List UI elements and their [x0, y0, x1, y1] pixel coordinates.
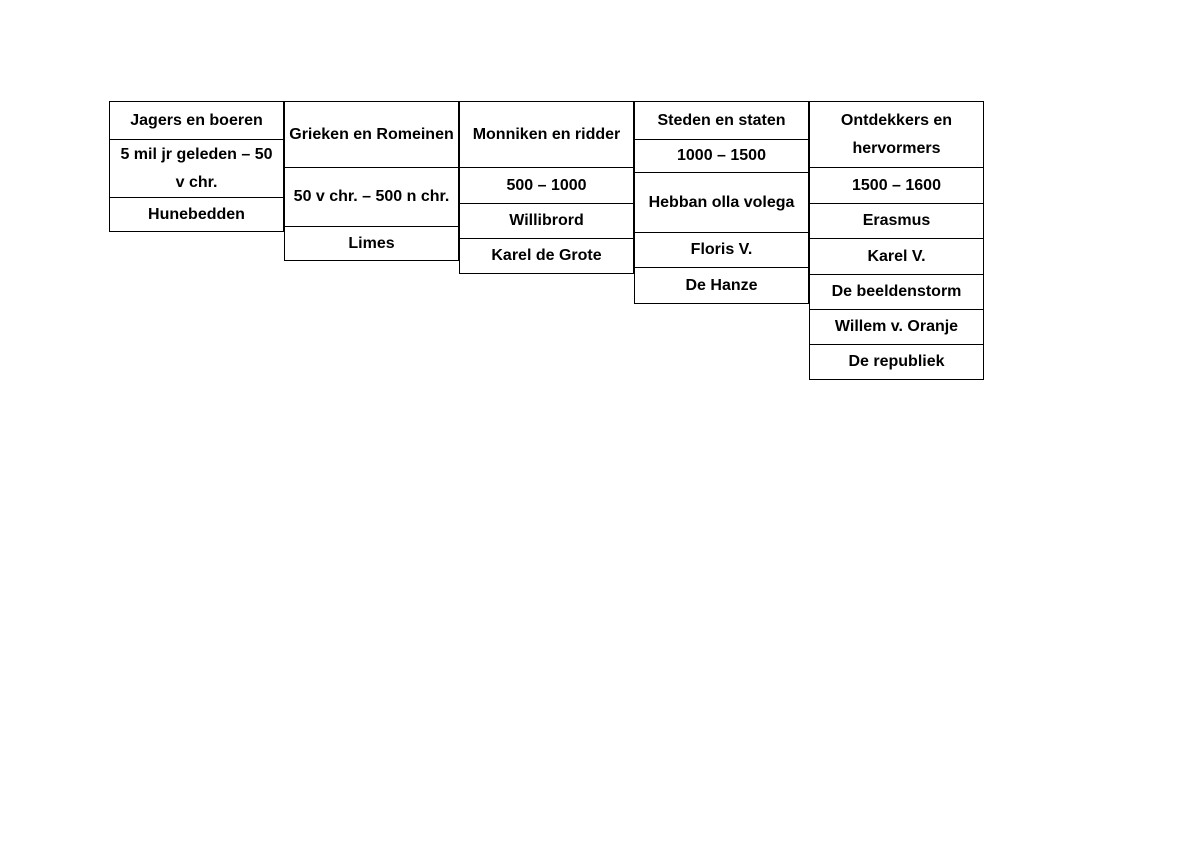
table-cell: Willibrord	[459, 203, 634, 239]
column-header: Ontdekkers en hervormers	[809, 101, 984, 168]
column-grieken-en-romeinen	[284, 101, 459, 261]
column-steden-en-staten	[634, 101, 809, 304]
table-cell: 500 – 1000	[459, 167, 634, 204]
table-cell: De Hanze	[634, 267, 809, 304]
table-cell: 5 mil jr geleden – 50 v chr.	[109, 139, 284, 198]
table-cell: De beeldenstorm	[809, 274, 984, 310]
table-cell: Karel de Grote	[459, 238, 634, 274]
table-cell: 1500 – 1600	[809, 167, 984, 204]
table-cell: Erasmus	[809, 203, 984, 239]
table-cell: De republiek	[809, 344, 984, 380]
table-cell: Karel V.	[809, 238, 984, 275]
column-header: Jagers en boeren	[109, 101, 284, 140]
table-cell: 1000 – 1500	[634, 139, 809, 173]
table-cell: Hunebedden	[109, 197, 284, 232]
column-jagers-en-boeren	[109, 101, 284, 232]
column-header: Monniken en ridder	[459, 101, 634, 168]
table-cell: 50 v chr. – 500 n chr.	[284, 167, 459, 227]
table-cell: Limes	[284, 226, 459, 261]
column-monniken-en-ridder	[459, 101, 634, 274]
column-header: Grieken en Romeinen	[284, 101, 459, 168]
column-ontdekkers-en-hervormers	[809, 101, 984, 380]
column-header: Steden en staten	[634, 101, 809, 140]
table-cell: Hebban olla volega	[634, 172, 809, 233]
table-cell: Floris V.	[634, 232, 809, 268]
table-cell: Willem v. Oranje	[809, 309, 984, 345]
